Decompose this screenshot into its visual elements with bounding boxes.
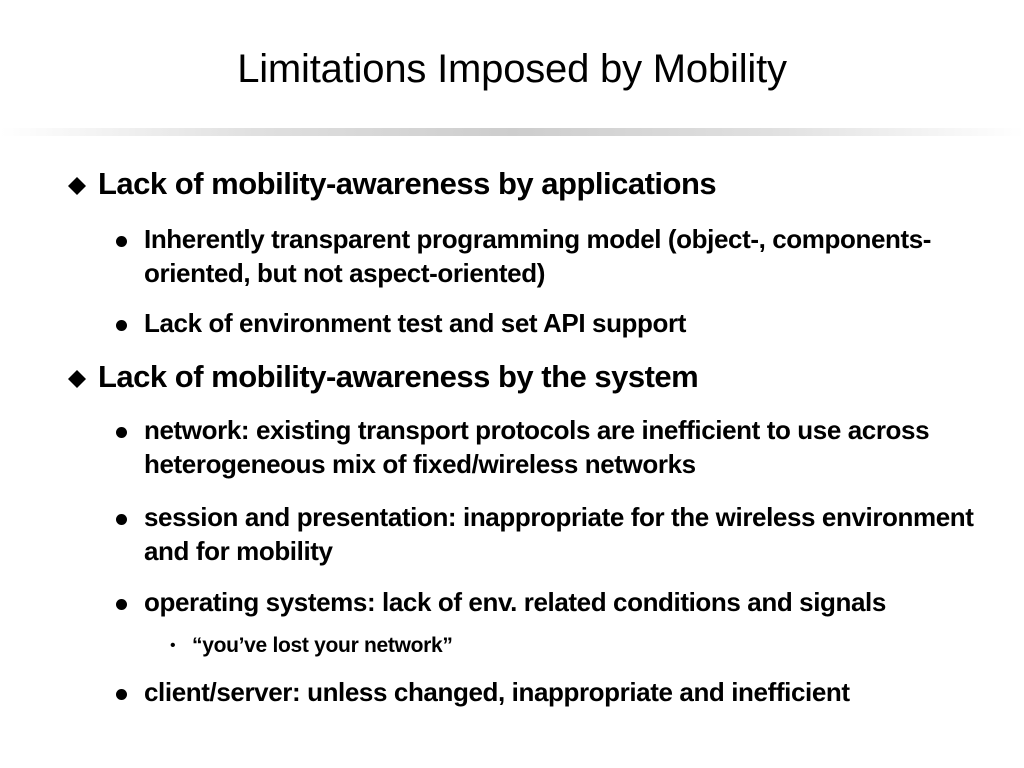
bullet-text: Inherently transparent programming model (object-, components-oriented, but not aspect-oriented) (144, 224, 932, 288)
diamond-bullet-icon (68, 177, 86, 195)
circle-bullet-icon (116, 599, 127, 610)
slide-title: Limitations Imposed by Mobility (237, 47, 787, 91)
bullet-text: network: existing transport protocols are inefficient to use across heterogeneous mix of fixed/wireless networks (144, 415, 930, 479)
dot-bullet-icon: • (170, 637, 176, 654)
bullet-text: “you’ve lost your network” (192, 634, 453, 657)
circle-bullet-icon (116, 236, 127, 247)
circle-bullet-icon (116, 514, 127, 525)
circle-bullet-icon (116, 689, 127, 700)
bullet-text: session and presentation: inappropriate for the wireless environment and for mobility (144, 502, 974, 566)
bullet-text: Lack of environment test and set API support (144, 308, 686, 338)
bullet-text: Lack of mobility-awareness by applications (98, 166, 717, 201)
circle-bullet-icon (116, 320, 127, 331)
circle-bullet-icon (116, 427, 127, 438)
bullet-text: Lack of mobility-awareness by the system (98, 359, 699, 394)
bullet-text: operating systems: lack of env. related conditions and signals (144, 587, 886, 617)
diamond-bullet-icon (68, 370, 86, 388)
bullet-text: client/server: unless changed, inappropriate and inefficient (144, 677, 850, 707)
